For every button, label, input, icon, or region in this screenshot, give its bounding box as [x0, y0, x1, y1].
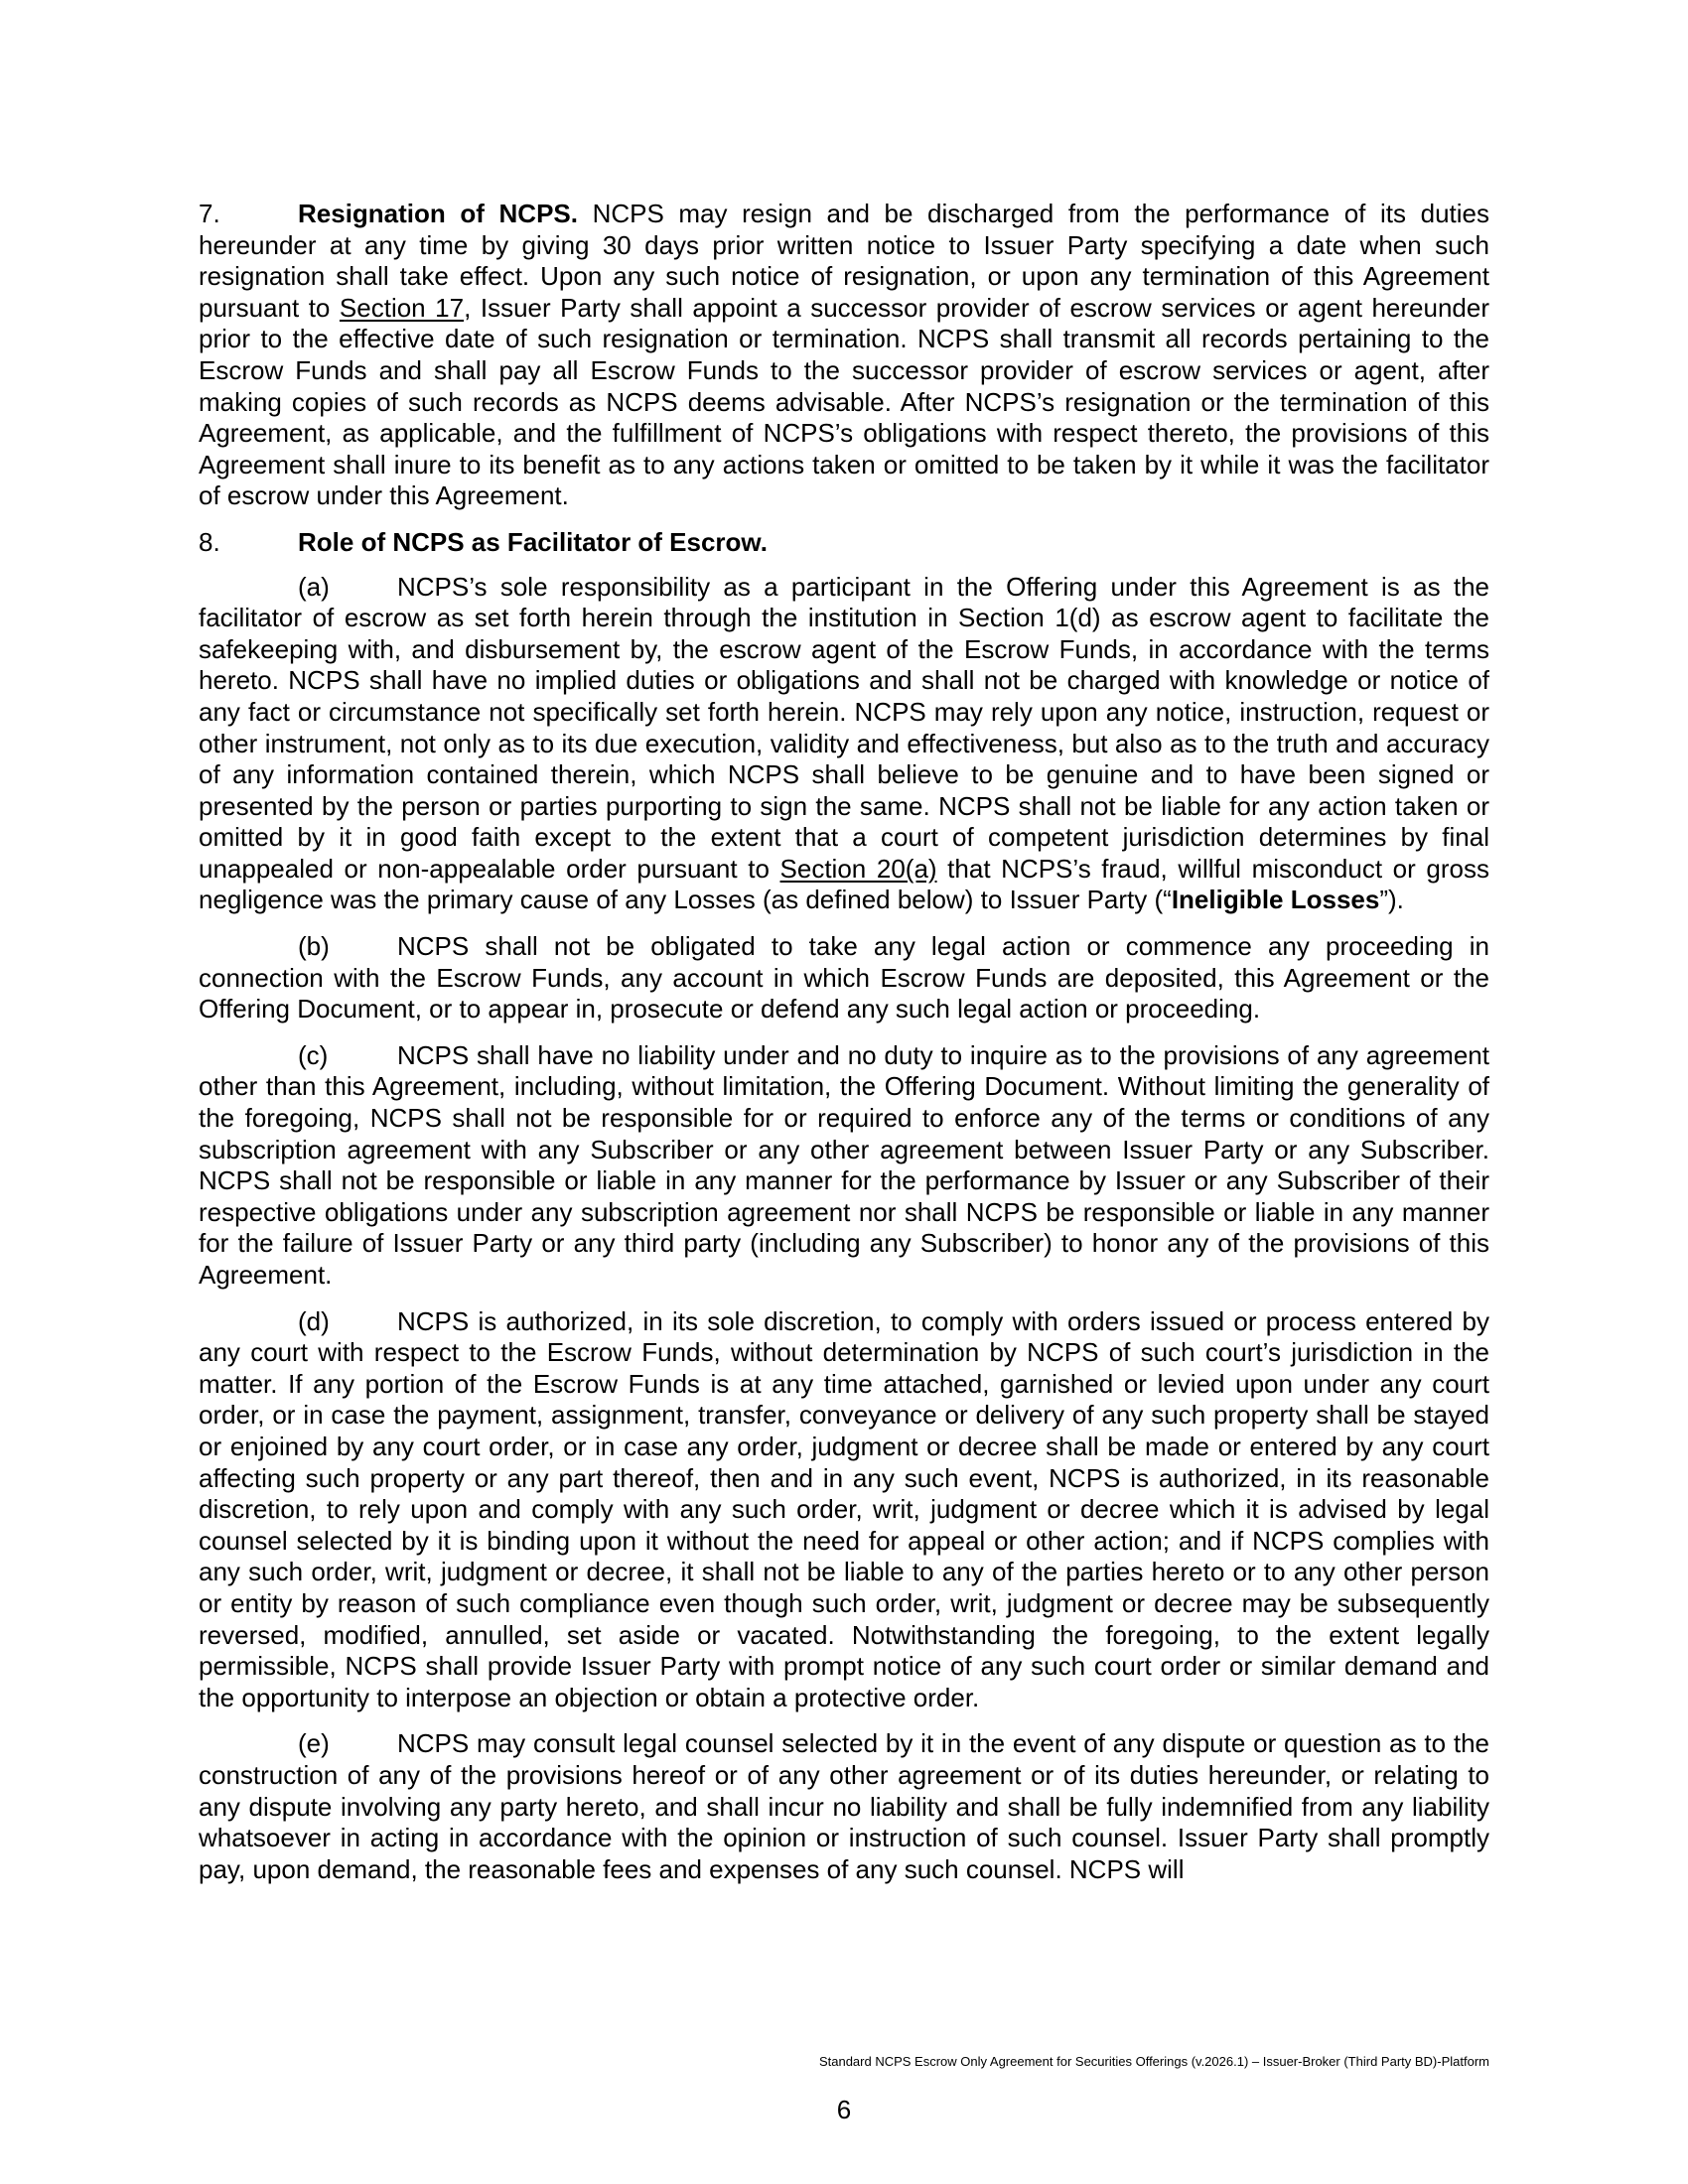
- subsection-label: (d): [298, 1305, 330, 1336]
- subsection-text: that NCPS’s fraud, willful misconduct or gross negligence was the primary cause of any Losses (as defined below) to Issuer Party (“: [199, 853, 1489, 915]
- section-reference: Section 20(a): [779, 853, 937, 884]
- section-number: 8.: [199, 526, 220, 557]
- subsection-text: NCPS shall not be obligated to take any legal action or commence any proceeding in connection with the Escrow Funds, any account in which Escrow Funds are deposited, this Agreement or the Offering Document, or to appear in, prosecute or defend any such legal action or proceeding.: [199, 931, 1489, 1024]
- subsection-text: ”).: [1379, 885, 1404, 915]
- document-body: [199, 199, 1489, 1900]
- subsection-8e: [199, 1728, 1489, 1885]
- section-7: [199, 199, 1489, 512]
- subsection-text: NCPS is authorized, in its sole discretion, to comply with orders issued or process entered by any court with respect to the Escrow Funds, without determination by NCPS of such court’s jurisdiction in the matter. If any portion of the Escrow Funds is at any time attached, garnished or levied upon under any court order, or in case the payment, assignment, transfer, conveyance or delivery of any such property shall be stayed or enjoined by any court order, or in case any order, judgment or decree shall be made or entered by any court affecting such property or any part thereof, then and in any such event, NCPS is authorized, in its reasonable discretion, to rely upon and comply with any such order, writ, judgment or decree which it is advised by legal counsel selected by it is binding upon it without the need for appeal or other action; and if NCPS complies with any such order, writ, judgment or decree, it shall not be liable to any of the parties hereto or to any other person or entity by reason of such compliance even though such order, writ, judgment or decree may be subsequently reversed, modified, annulled, set aside or vacated. Notwithstanding the foregoing, to the extent legally permissible, NCPS shall provide Issuer Party with prompt notice of any such court order or similar demand and the opportunity to interpose an objection or obtain a protective order.: [199, 1305, 1489, 1712]
- section-heading: Role of NCPS as Facilitator of Escrow.: [298, 526, 768, 557]
- section-text: , Issuer Party shall appoint a successor provider of escrow services or agent hereunder prior to the effective date of such resignation or termination. NCPS shall transmit all records pertaining to the Escrow Funds and shall pay all Escrow Funds to the successor provider of escrow services or agent, after making copies of such records as NCPS deems advisable. After NCPS’s resignation or the termination of this Agreement, as applicable, and the fulfillment of NCPS’s obligations with respect thereto, the provisions of this Agreement shall inure to its benefit as to any actions taken or omitted to be taken by it while it was the facilitator of escrow under this Agreement.: [199, 292, 1489, 511]
- subsection-8a: [199, 572, 1489, 917]
- subsection-text: NCPS shall have no liability under and no duty to inquire as to the provisions of any agreement other than this Agreement, including, without limitation, the Offering Document. Without limiting the generality of the foregoing, NCPS shall not be responsible for or required to enforce any of the terms or conditions of any subscription agreement with any Subscriber or any other agreement between Issuer Party or any Subscriber. NCPS shall not be responsible or liable in any manner for the performance by Issuer or any Subscriber of their respective obligations under any subscription agreement nor shall NCPS be responsible or liable in any manner for the failure of Issuer Party or any third party (including any Subscriber) to honor any of the provisions of this Agreement.: [199, 1039, 1489, 1290]
- section-number: 7.: [199, 199, 220, 228]
- defined-term: Ineligible Losses: [1171, 885, 1380, 915]
- subsection-label: (b): [298, 931, 330, 962]
- section-text: NCPS may resign and be discharged from the performance of its duties hereunder at any time by giving 30 days prior written notice to Issuer Party specifying a date when such resignation shall take effect. Upon any such notice of resignation, or upon any termination of this Agreement pursuant to: [199, 199, 1489, 323]
- subsection-label: (a): [298, 571, 330, 602]
- subsection-text: NCPS’s sole responsibility as a participant in the Offering under this Agreement is as the facilitator of escrow as set forth herein through the institution in Section 1(d) as escrow agent to facilitate the safekeeping with, and disbursement by, the escrow agent of the Escrow Funds, in accordance with the terms hereto. NCPS shall have no implied duties or obligations and shall not be charged with knowledge or notice of any fact or circumstance not specifically set forth herein. NCPS may rely upon any notice, instruction, request or other instrument, not only as to its due execution, validity and effectiveness, but also as to the truth and accuracy of any information contained therein, which NCPS shall believe to be genuine and to have been signed or presented by the person or parties purporting to sign the same. NCPS shall not be liable for any action taken or omitted by it in good faith except to the extent that a court of competent jurisdiction determines by final unappealed or non-appealable order pursuant to: [199, 571, 1489, 884]
- footer-document-title: Standard NCPS Escrow Only Agreement for Securities Offerings (v.2026.1) – Issuer-Broker (Third Party BD)-Platform: [818, 2054, 1489, 2069]
- subsection-text: NCPS may consult legal counsel selected by it in the event of any dispute or question as to the construction of any of the provisions hereof or of any other agreement or of its duties hereunder, or relating to any dispute involving any party hereto, and shall incur no liability and shall be fully indemnified from any liability whatsoever in acting in accordance with the opinion or instruction of such counsel. Issuer Party shall promptly pay, upon demand, the reasonable fees and expenses of any such counsel. NCPS will: [199, 1728, 1489, 1884]
- page-number: 6: [836, 2095, 852, 2124]
- section-reference: Section 17: [339, 292, 465, 323]
- section-8-heading: [199, 527, 1489, 559]
- subsection-8d: [199, 1306, 1489, 1714]
- subsection-label: (e): [298, 1728, 330, 1759]
- subsection-label: (c): [298, 1039, 329, 1070]
- subsection-8c: [199, 1040, 1489, 1292]
- section-heading: Resignation of NCPS.: [298, 199, 578, 228]
- subsection-8b: [199, 931, 1489, 1025]
